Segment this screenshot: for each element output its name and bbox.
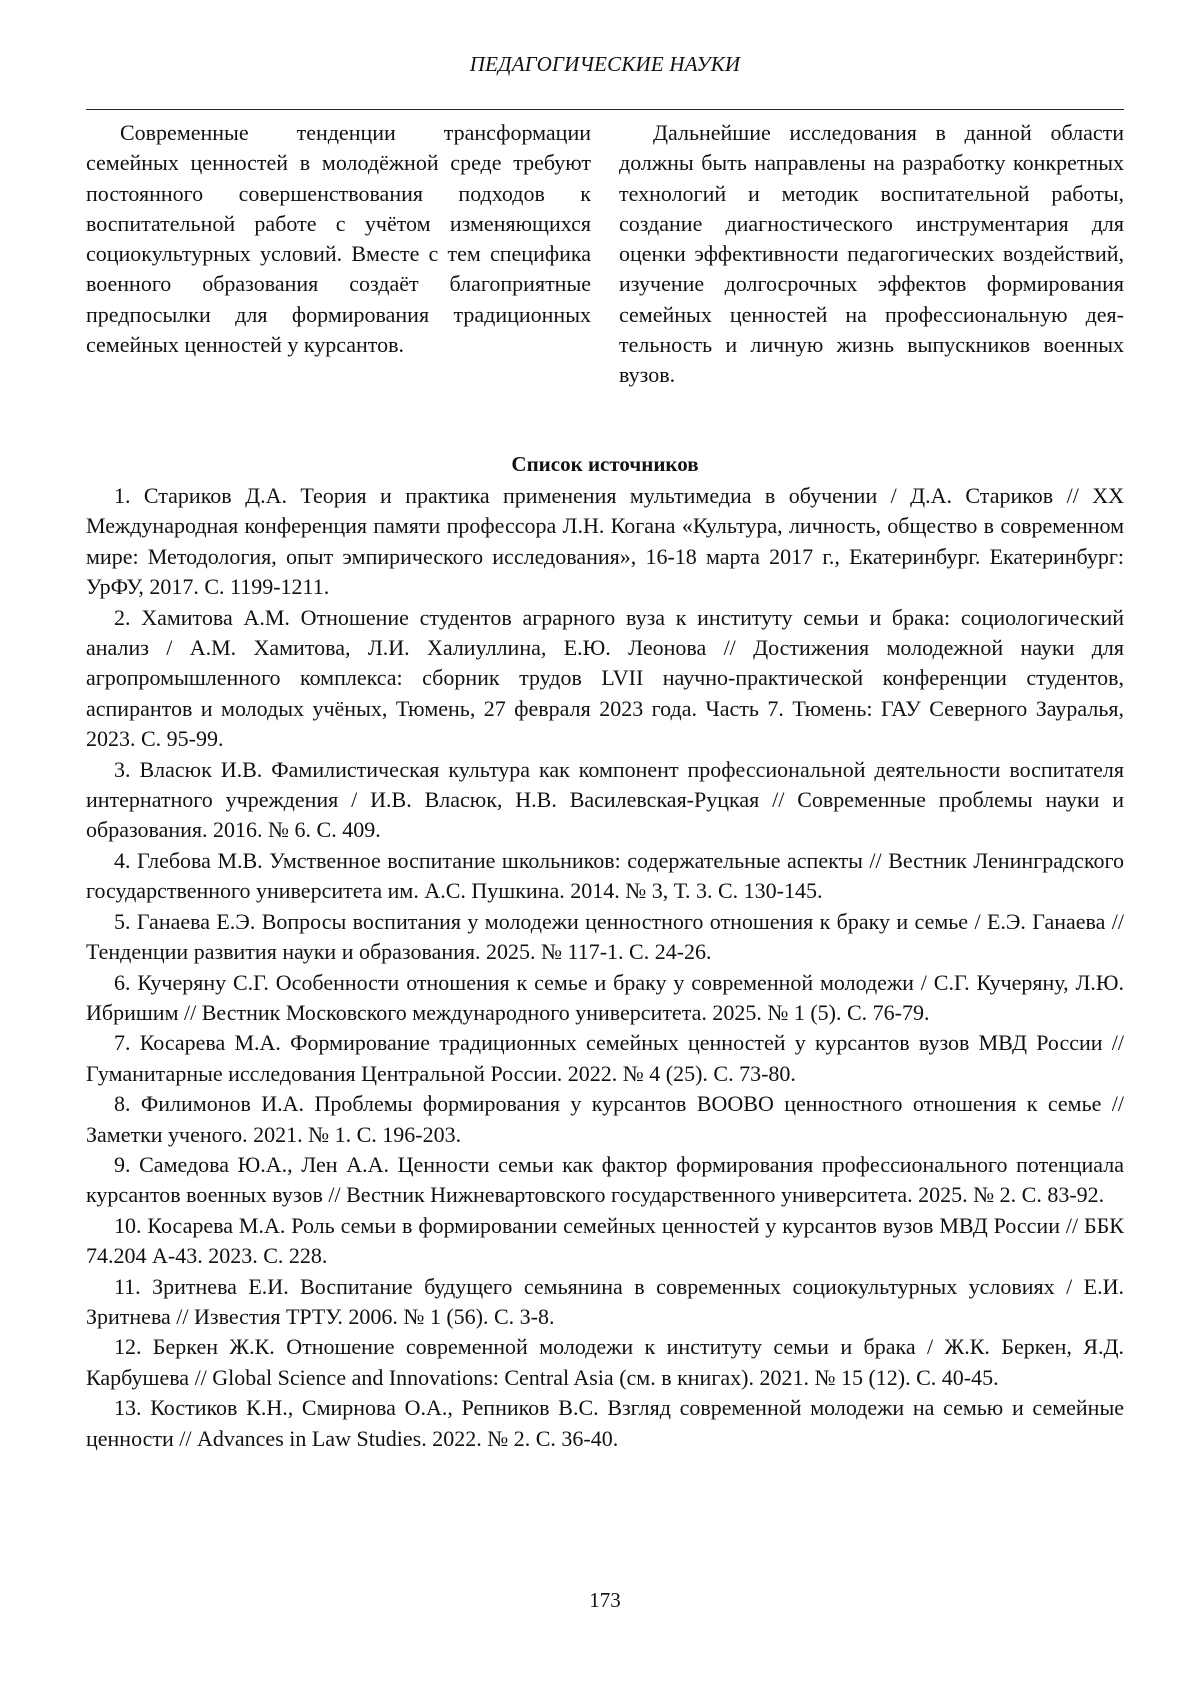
page-number: 173 <box>589 1588 621 1612</box>
left-column-paragraph: Современные тенденции трансформации семейных ценностей в молодёжной среде требуют постоянного совершенствования подходов к воспитательной работе с учётом изменяющихся социокультурных условий. Вместе с тем специфика военного образования создаёт благоприятные предпосылки для формирования традиционных семейных ценностей у курсантов. <box>86 120 591 358</box>
right-column-paragraph: Дальнейшие исследования в данной области должны быть направлены на разработку конкретных технологий и методик воспитательной работы, создание диагностического инструментария для оценки эффективности педагогических воздействий, изучение долгосрочных эффектов формирования семейных ценностей на профессиональную деятельность и личную жизнь выпускников военных вузов. <box>619 120 1124 388</box>
reference-item-6: 6. Кучеряну С.Г. Особенности отношения к семье и браку у современной молодежи / С.Г. Кучеряну, Л.Ю. Ибришим // Вестник Московского международного университета. 2025. № 1 (5). С. 76-79. <box>86 969 1124 1025</box>
reference-item-11: 11. Зритнева Е.И. Воспитание будущего семьянина в современных социокультурных условиях / Е.И. Зритнева // Известия ТРТУ. 2006. № 1 (56). С. 3-8. <box>86 1273 1124 1329</box>
journal-page <box>86 0 1124 1697</box>
reference-item-4: 4. Глебова М.В. Умственное воспитание школьников: содержательные аспекты // Вестник Ленинградского государственного университета им. А.С. Пушкина. 2014. № 3, Т. 3. С. 130-145. <box>86 847 1124 904</box>
references-title: Список источников <box>511 452 699 476</box>
running-head: ПЕДАГОГИЧЕСКИЕ НАУКИ <box>469 52 741 76</box>
reference-item-1: 1. Стариков Д.А. Теория и практика применения мультимедиа в обучении / Д.А. Стариков // XX Международная конференция памяти профессора Л.Н. Когана «Культура, личность, общество в современном мире: Методология, опыт эмпирического исследования», 16-18 марта 2017 г., Екатеринбург. Екатеринбург: УрФУ, 2017. С. 1199-1211. <box>86 483 1124 600</box>
body-columns <box>86 118 1124 391</box>
reference-item-5: 5. Ганаева Е.Э. Вопросы воспитания у молодежи ценностного отношения к браку и семье / Е.Э. Ганаева // Тенденции развития науки и образования. 2025. № 117-1. С. 24-26. <box>86 908 1124 965</box>
reference-item-13: 13. Костиков К.Н., Смирнова О.А., Репников В.С. Взгляд современной молодежи на семью и семейные ценности // Advances in Law Studies. 2022. № 2. С. 36-40. <box>86 1395 1124 1451</box>
reference-item-12: 12. Беркен Ж.К. Отношение современной молодежи к институту семьи и брака / Ж.К. Беркен, Я.Д. Карбушева // Global Science and Innovations: Central Asia (см. в книгах). 2021. № 15 (12). С. 40-45. <box>86 1334 1124 1390</box>
reference-item-10: 10. Косарева М.А. Роль семьи в формировании семейных ценностей у курсантов вузов МВД России // ББК 74.204 А-43. 2023. С. 228. <box>86 1212 1124 1269</box>
reference-item-3: 3. Власюк И.В. Фамилистическая культура как компонент профессиональной деятельности воспитателя интернатного учреждения / И.В. Власюк, Н.В. Василевская-Руцкая // Современные проблемы науки и образования. 2016. № 6. С. 409. <box>86 756 1124 843</box>
references-list <box>86 481 1124 1454</box>
reference-item-7: 7. Косарева М.А. Формирование традиционных семейных ценностей у курсантов вузов МВД России // Гуманитарные исследования Центральной России. 2022. № 4 (25). С. 73-80. <box>86 1030 1124 1086</box>
reference-item-8: 8. Филимонов И.А. Проблемы формирования у курсантов ВООВО ценностного отношения к семье // Заметки ученого. 2021. № 1. С. 196-203. <box>86 1091 1124 1147</box>
header-rule <box>86 109 1124 110</box>
reference-item-9: 9. Самедова Ю.А., Лен А.А. Ценности семьи как фактор формирования профессионального потенциала курсантов военных вузов // Вестник Нижневартовского государственного университета. 2025. № 2. С. 83-92. <box>86 1151 1124 1208</box>
reference-item-2: 2. Хамитова А.М. Отношение студентов аграрного вуза к институту семьи и брака: социологический анализ / А.М. Хамитова, Л.И. Халиуллина, Е.Ю. Леонова // Достижения молодежной науки для агропромышленного комплекса: сборник трудов LVII научно-практической конференции студентов, аспирантов и молодых учёных, Тюмень, 27 февраля 2023 года. Часть 7. Тюмень: ГАУ Северного Зауралья, 2023. С. 95-99. <box>86 604 1124 752</box>
